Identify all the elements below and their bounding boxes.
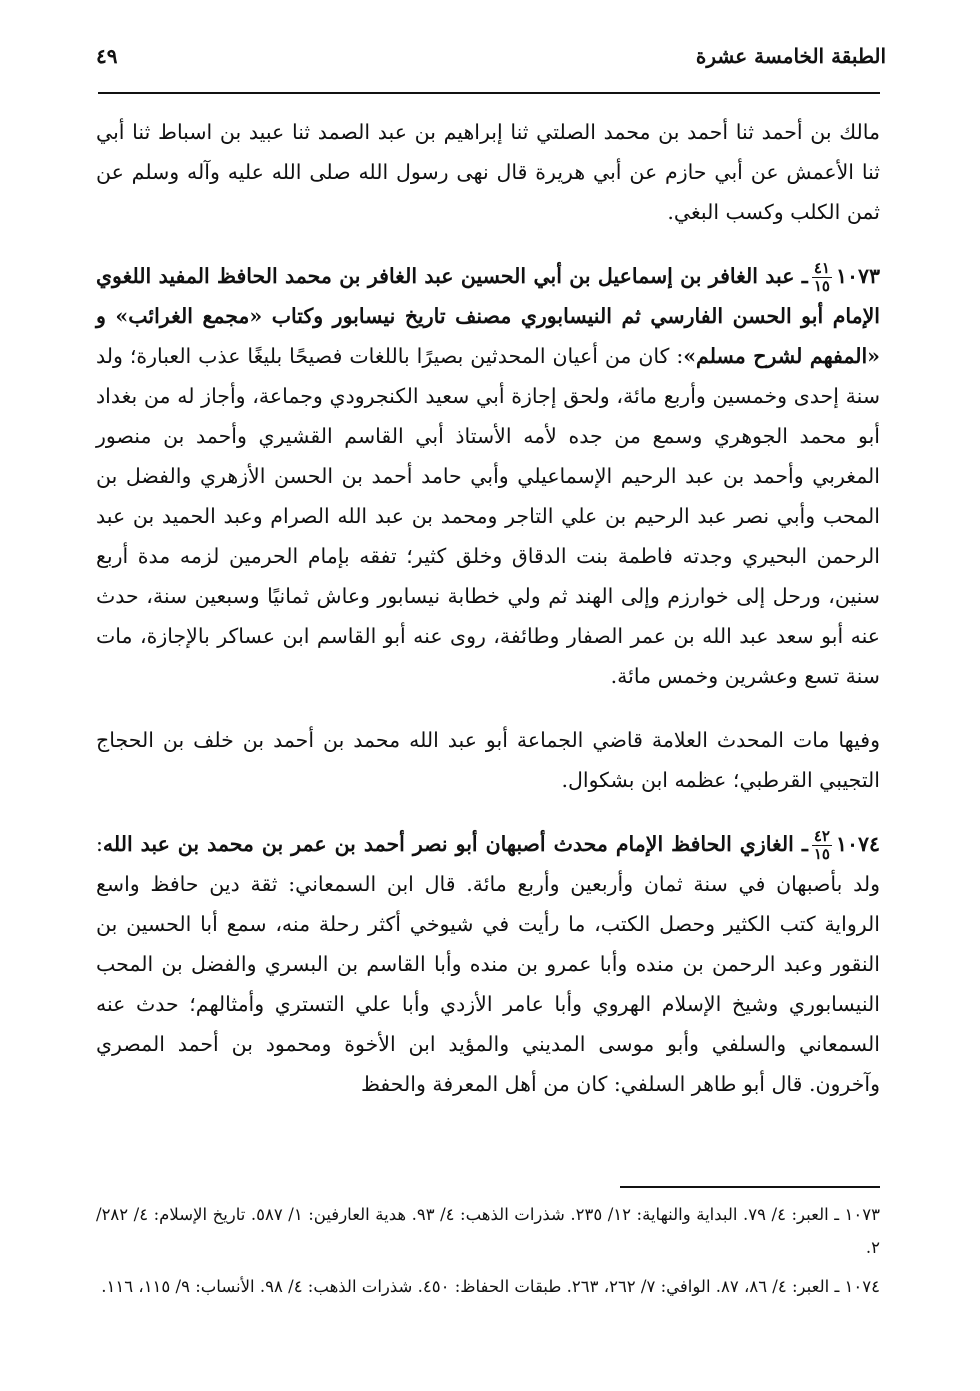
entry-1074-number: ١٠٧٤	[835, 832, 880, 856]
footnote-1074: ١٠٧٤ ـ العبر: ٤/ ٨٦، ٨٧. الوافي: ٧/ ٢٦٢، ٢٦٣. طبقات الحفاظ: ٤٥٠. شذرات الذهب: ٤/ ٩٨. الأنساب: ٩/ ١١٥، ١١٦.	[101, 1277, 880, 1296]
entry-1073-fraction-top: ٤١	[813, 259, 830, 277]
paragraph-hadith: مالك بن أحمد ثنا أحمد بن محمد الصلتي ثنا إبراهيم بن عبد الصمد ثنا عبيد بن اسباط ثنا أبي ثنا الأعمش عن أبي حازم عن أبي هريرة قال نهى رسول الله صلى الله عليه وآله وسلم عن ثمن الكلب وكسب البغي.	[96, 120, 880, 224]
entry-1073-title: ـ عبد الغافر بن إسماعيل بن أبي الحسين عبد الغافر بن محمد الحافظ المفيد اللغوي الإمام أبو الحسن الفارسي ثم النيسابوري مصنف تاريخ نيسابور وكتاب «مجمع الغرائب» و «المفهم لشرح مسلم»	[96, 264, 880, 368]
entry-1074	[96, 824, 880, 1104]
entry-1074-title: ـ الغازي الحافظ الإمام محدث أصبهان أبو نصر أحمد بن عمر بن محمد بن عبد الله	[102, 832, 808, 856]
header-rule	[98, 92, 880, 94]
running-header	[96, 44, 886, 68]
entry-1073	[96, 256, 880, 696]
main-text	[96, 112, 880, 1104]
entry-1074-text: : ولد بأصبهان في سنة ثمان وأربعين وأربع مائة. قال ابن السمعاني: ثقة دين حافظ واسع الرواية كتب الكثير وحصل الكتب، ما رأيت في شيوخي أكثر رحلة منه، سمع أبا الحسين بن النقور وعبد الرحمن بن منده وأبا عمرو بن منده وأبا القاسم بن البسري والفضل بن المحب النيسابوري وشيخ الإسلام الهروي وأبا عامر الأزدي وأبا علي التستري وأمثالهم؛ حدث عنه السمعاني والسلفي وأبو موسى المديني والمؤيد ابن الأخوة ومحمود بن أحمد المصري وآخرون. قال أبو طاهر السلفي: كان من أهل المعرفة والحفظ	[96, 832, 880, 1096]
entry-1074-fraction-top: ٤٢	[813, 827, 830, 845]
footnote-1073: ١٠٧٣ ـ العبر: ٤/ ٧٩. البداية والنهاية: ١٢/ ٢٣٥. شذرات الذهب: ٤/ ٩٣. هدية العارفين: ١/ ٥٨٧. تاريخ الإسلام: ٤/ ٢٨٢/ ٢.	[96, 1205, 880, 1257]
entry-1074-fraction	[812, 828, 832, 863]
entry-1074-fraction-bottom: ١٥	[813, 845, 830, 863]
entry-1073-fraction-bottom: ١٥	[813, 277, 830, 295]
page-number: ٤٩	[96, 44, 118, 68]
footnotes	[96, 1198, 880, 1309]
footnote-rule	[620, 1186, 880, 1188]
paragraph-death-notice: وفيها مات المحدث العلامة قاضي الجماعة أبو عبد الله محمد بن أحمد بن خلف بن الحجاج التجيبي القرطبي؛ عظمه ابن بشكوال.	[96, 728, 880, 792]
entry-1073-number: ١٠٧٣	[835, 264, 880, 288]
entry-1073-fraction	[812, 260, 832, 295]
header-title: الطبقة الخامسة عشرة	[695, 44, 886, 68]
entry-1073-text: : كان من أعيان المحدثين بصيرًا باللغات فصيحًا بليغًا عذب العبارة؛ ولد سنة إحدى وخمسين وأربع مائة، ولحق إجازة أبي سعيد الكنجرودي وجماعة، وأجاز له من بغداد أبو محمد الجوهري وسمع من جده لأمه الأستاذ أبي القاسم القشيري وأحمد بن منصور المغربي وأحمد بن عبد الرحيم الإسماعيلي وأبي حامد أحمد بن الحسن الأزهري والفضل بن المحب وأبي نصر عبد الرحيم بن علي التاجر ومحمد بن عبد الله الصرام وعبد الحميد بن عبد الرحمن البحيري وجدته فاطمة بنت الدقاق وخلق كثير؛ تفقه بإمام الحرمين لزمه مدة أربع سنين، ورحل إلى خوارزم وإلى الهند ثم ولي خطابة نيسابور وعاش ثمانيًا وسبعين سنة، حدث عنه أبو سعد عبد الله بن عمر الصفار وطائفة، روى عنه أبو القاسم ابن عساكر بالإجازة، مات سنة تسع وعشرين وخمس مائة.	[96, 344, 880, 688]
